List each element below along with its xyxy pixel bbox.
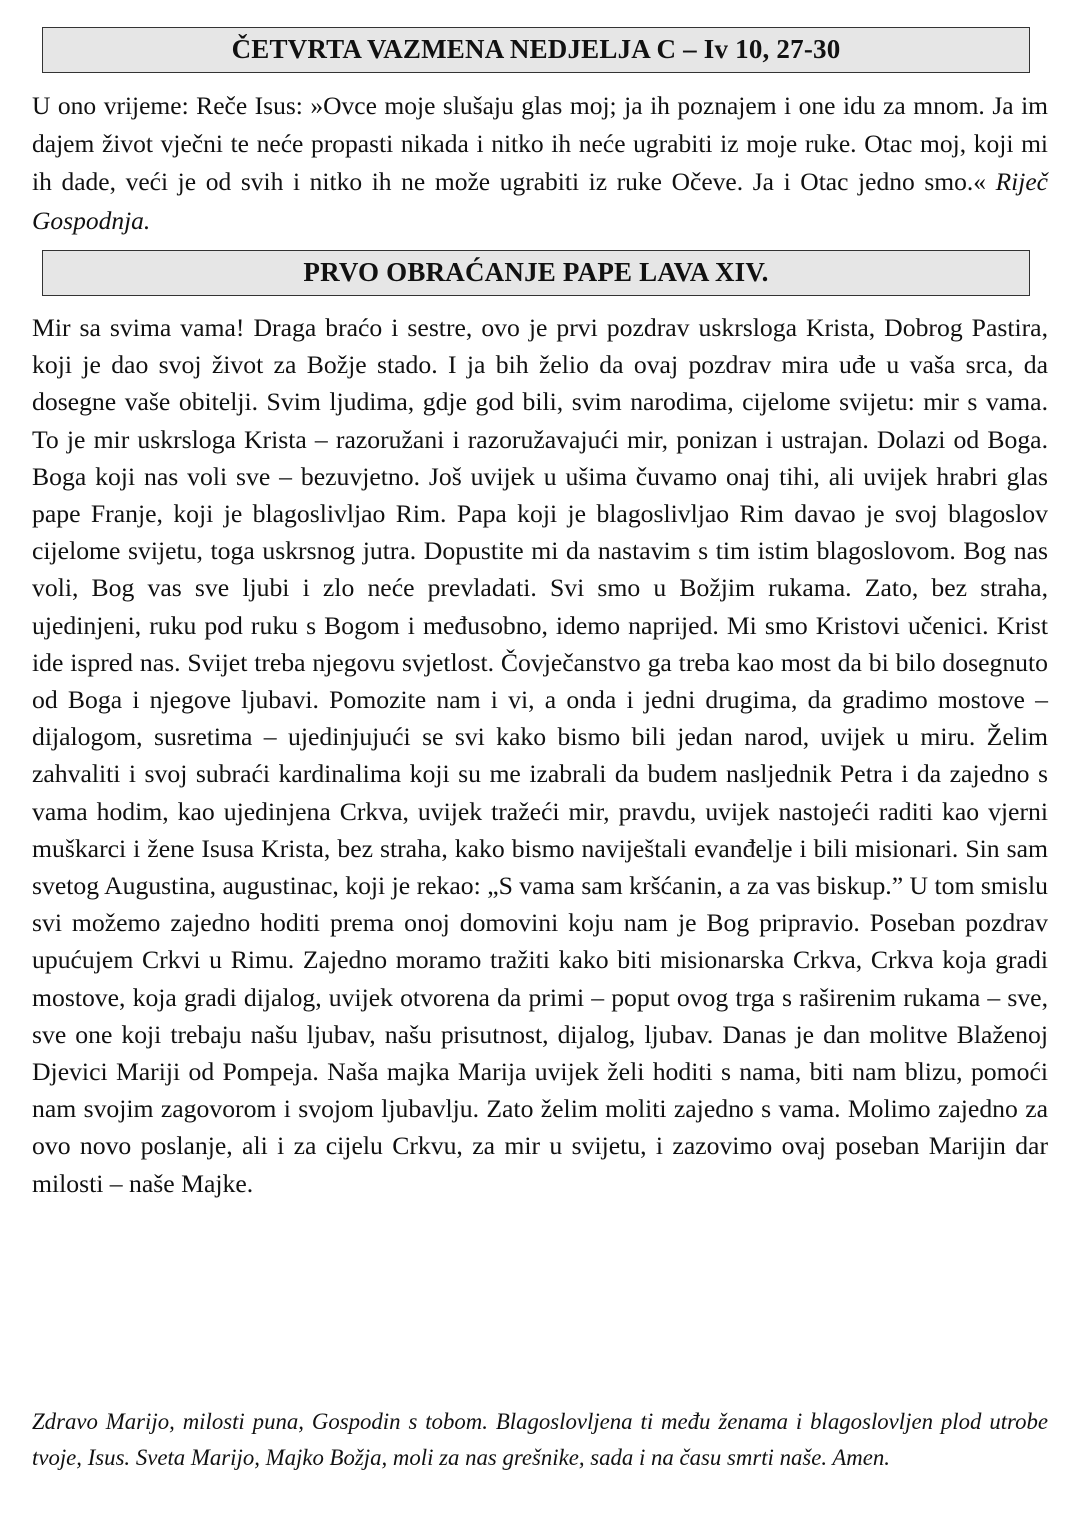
address-heading: PRVO OBRAĆANJE PAPE LAVA XIV.: [42, 250, 1030, 296]
gospel-closing: Riječ Gospodnja.: [32, 167, 1048, 235]
gospel-text: U ono vrijeme: Reče Isus: »Ovce moje slušaju glas moj; ja ih poznajem i one idu za mnom. Ja im dajem život vječni te neće propasti nikada i nitko ih neće ugrabiti iz moje ruke. Otac moj, koji mi ih dade, veći je od svih i nitko ih ne može ugrabiti iz ruke Očeve. Ja i Otac jedno smo.«: [32, 91, 1048, 197]
address-paragraph: [32, 309, 1048, 1202]
gospel-heading: ČETVRTA VAZMENA NEDJELJA C – Iv 10, 27-30: [42, 27, 1030, 73]
hail-mary-prayer: Zdravo Marijo, milosti puna, Gospodin s tobom. Blagoslovljena ti među ženama i blagoslovljen plod utrobe tvoje, Isus. Sveta Marijo, Majko Božja, moli za nas grešnike, sada i na času smrti naše. Amen.: [32, 1409, 1048, 1470]
gospel-paragraph: [32, 87, 1048, 240]
address-text-tail: Naša majka Marija uvijek želi hoditi s nama, biti nam blizu, pomoći nam svojim zagovorom i svojom ljubavlju. Zato želim moliti zajedno s vama. Molimo zajedno za ovo novo poslanje, ali i za cijelu Crkvu, za mir u svijetu, i zazovimo ovaj poseban Marijin dar milosti – naše Majke.: [32, 1057, 1048, 1198]
address-text: Mir sa svima vama! Draga braćo i sestre, ovo je prvi pozdrav uskrsloga Krista, Dobrog Pastira, koji je dao svoj život za Božje stado. I ja bih želio da ovaj pozdrav mira uđe u vaša srca, da dosegne vaše obitelji. Svim ljudima, gdje god bili, svim narodima, cijelome svijetu: mir s vama. To je mir uskrsloga Krista – razoružani i razoružavajući mir, ponizan i ustrajan. Dolazi od Boga. Boga koji nas voli sve – bezuvjetno. Još uvijek u ušima čuvamo onaj tihi, ali uvijek hrabri glas pape Franje, koji je blagoslivljao Rim. Papa koji je blagoslivljao Rim davao je svoj blagoslov cijelome svijetu, toga uskrsnog jutra. Dopustite mi da nastavim s tim istim blagoslovom. Bog nas voli, Bog vas sve ljubi i zlo neće prevladati. Svi smo u Božjim rukama. Zato, bez straha, ujedinjeni, ruku pod ruku s Bogom i međusobno, idemo naprijed. Mi smo Kristovi učenici. Krist ide ispred nas. Svijet treba njegovu svjetlost. Čovječanstvo ga treba kao most da bi bilo dosegnuto od Boga i njegove ljubavi. Pomozite nam i vi, a onda i jedni drugima, da gradimo mostove – dijalogom, susretima – ujedinjujući se svi kako bismo bili jedan narod, uvijek u miru. Želim zahvaliti i svoj subraći kardinalima koji su me izabrali da budem nasljednik Petra i da zajedno s vama hodim, kao ujedinjena Crkva, uvijek tražeći mir, pravdu, uvijek nastojeći raditi kao vjerni muškarci i žene Isusa Krista, bez straha, kako bismo naviještali evanđelje i bili misionari. Sin sam svetog Augustina, augustinac, koji je rekao: „S vama sam kršćanin, a za vas biskup.” U tom smislu svi možemo zajedno hoditi prema onoj domovini koju nam je Bog pripravio. Poseban pozdrav upućujem Crkvi u Rimu. Zajedno moramo tražiti kako biti misionarska Crkva, Crkva koja gradi mostove, koja gradi dijalog, uvijek otvorena da primi – poput ovog trga s raširenim rukama – sve, sve one koji trebaju našu ljubav, našu prisutnost, dijalog, ljubav. Danas je dan molitve Blaženoj Djevici Mariji od Pompeja.: [32, 313, 1048, 1087]
